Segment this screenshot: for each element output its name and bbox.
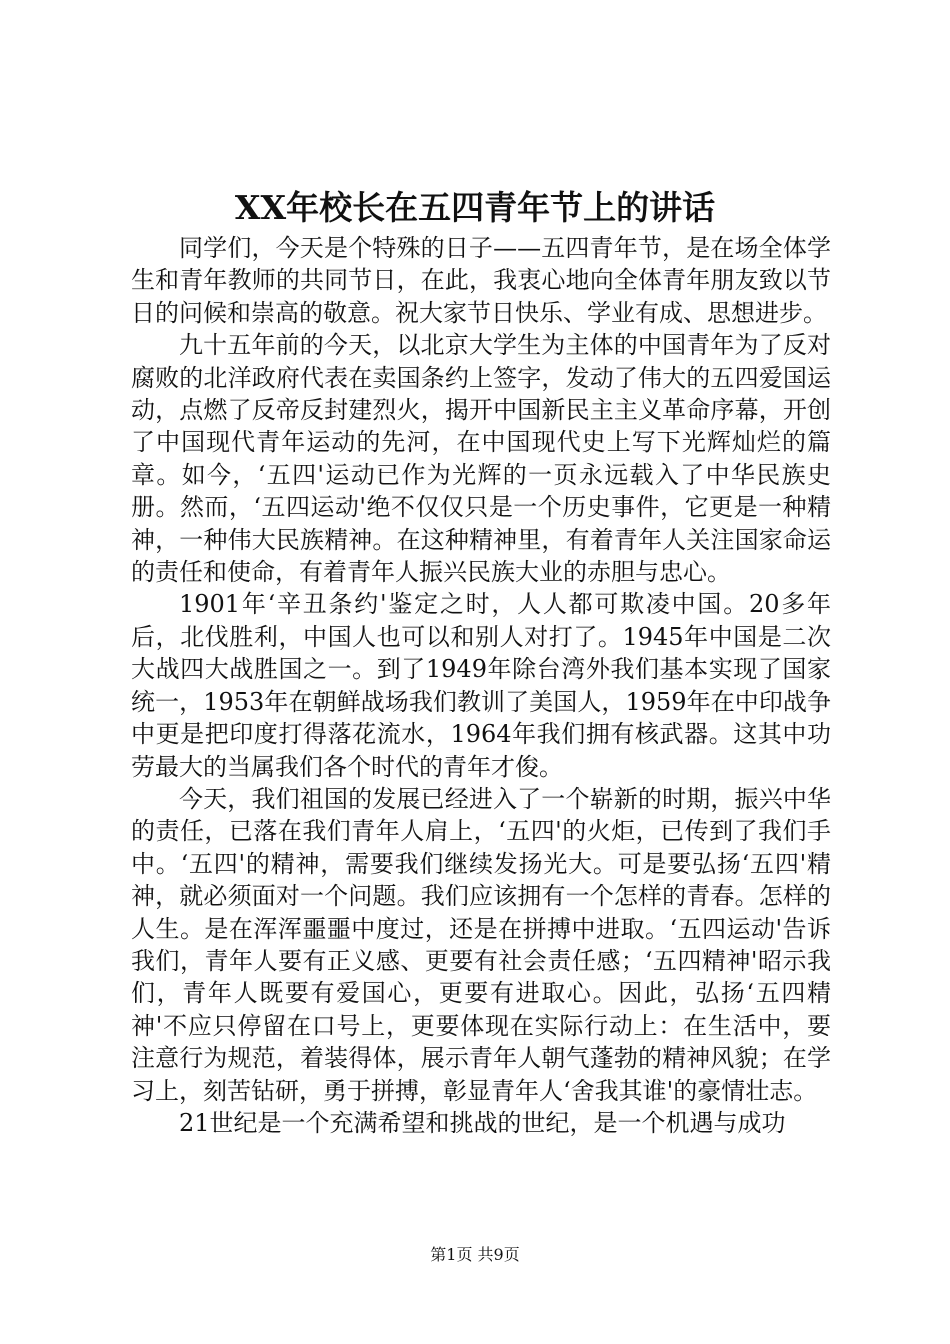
paragraph-3: 1901年‘辛丑条约'鉴定之时，人人都可欺凌中国。20多年后，北伐胜利，中国人也可以和别人对打了。1945年中国是二次大战四大战胜国之一。到了1949年除台湾外我们基本实现了国家统一，1953年在朝鲜战场我们教训了美国人，1959年在中印战争中更是把印度打得落花流水，1964年我们拥有核武器。这其中功劳最大的当属我们各个时代的青年才俊。: [131, 590, 831, 781]
paragraph-4: 今天，我们祖国的发展已经进入了一个崭新的时期，振兴中华的责任，已落在我们青年人肩上，‘五四'的火炬，已传到了我们手中。‘五四'的精神，需要我们继续发扬光大。可是要弘扬‘五四'精神，就必须面对一个问题。我们应该拥有一个怎样的青春。怎样的人生。是在浑浑噩噩中度过，还是在拼搏中进取。‘五四运动'告诉我们，青年人要有正义感、更要有社会责任感；‘五四精神'昭示我们，青年人既要有爱国心，更要有进取心。因此，弘扬‘五四精神'不应只停留在口号上，更要体现在实际行动上：在生活中，要注意行为规范，着装得体，展示青年人朝气蓬勃的精神风貌；在学习上，刻苦钻研，勇于拼搏，彰显青年人‘舍我其谁'的豪情壮志。: [131, 784, 831, 1105]
paragraph-2: 九十五年前的今天，以北京大学生为主体的中国青年为了反对腐败的北洋政府代表在卖国条约上签字，发动了伟大的五四爱国运动，点燃了反帝反封建烈火，揭开中国新民主主义革命序幕，开创了中国现代青年运动的先河，在中国现代史上写下光辉灿烂的篇章。如今，‘五四'运动已作为光辉的一页永远载入了中华民族史册。然而，‘五四运动'绝不仅仅只是一个历史事件，它更是一种精神，一种伟大民族精神。在这种精神里，有着青年人关注国家命运的责任和使命，有着青年人振兴民族大业的赤胆与忠心。: [131, 331, 831, 587]
page-number-footer: 第1页 共9页: [430, 1245, 520, 1264]
document-body: [131, 232, 831, 1139]
paragraph-5: 21世纪是一个充满希望和挑战的世纪，是一个机遇与成功: [179, 1108, 786, 1137]
paragraph-1: 同学们，今天是个特殊的日子——五四青年节，是在场全体学生和青年教师的共同节日，在此，我衷心地向全体青年朋友致以节日的问候和崇高的敬意。祝大家节日快乐、学业有成、思想进步。: [131, 234, 831, 327]
document-title: XX年校长在五四青年节上的讲话: [234, 188, 716, 227]
